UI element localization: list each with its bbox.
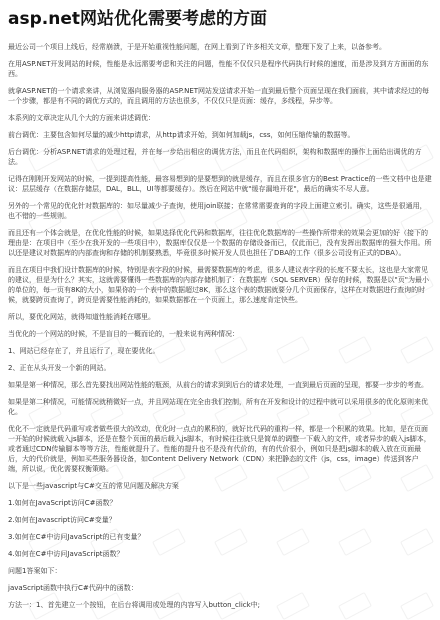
- paragraph: 后台调优：分析ASP.NET请求的处理过程，并在每一步给出相应的调优方法，而且在代码组织，架构和数据库的操作上面给出调优的方法。: [8, 148, 422, 166]
- paragraph: 4.如何在C#中访问JavaScript函数？: [8, 550, 124, 558]
- paragraph: 3.如何在C#中访问JavaScript的已有变量？: [8, 533, 145, 541]
- paragraph: 2、正在从头开发一个新的网站。: [8, 364, 111, 372]
- paragraph: 就拿ASP.NET的一个请求来讲，从浏览器向服务器的ASP.NET网站发送请求开始一直到最后整个页面呈现在我们面前，其中请求经过的每一个步骤，都是有不同的调优方式的，而且调用的方法也很多，不仅仅只是页面：缓存，多线程，异步等。: [8, 87, 430, 105]
- paragraph: 问题1答案如下：: [8, 567, 62, 575]
- paragraph: 而且在项目中我们设计数据库的时候，特别是表字段的时候，最需要数据库的考虑，很多人建议表字段的长度不要太长，这也是大家常见的建议，但是为什么？其实，这就需要懂得一些数据库的内部存储机制了：在数据库（SQL SERVER）保存的时候，数据是以"页"为最小的单位的，每一页有8K的大小，如果你的一个表中的数据超过8K，那么这个表的数据就要分几个页面保存，这样在对数据进行查询的时候，就要跨页查询了，跨页是需要性能消耗的，如果数据都在一个页面上，那么速度肯定快些。: [8, 266, 429, 304]
- paragraph: 方法一：1、首先建立一个按钮，在后台将调用或处理的内容写入button_click中;: [8, 601, 261, 609]
- paragraph: 当优化的一个网站的时候，不是盲目的一概而论的，一般来说有两种情况：: [8, 330, 239, 338]
- paragraph: 本系列的文章决定从几个大的方面来讲述调优：: [8, 114, 155, 122]
- document-title: asp.net网站优化需要考虑的方面: [8, 9, 267, 29]
- paragraph: 在用ASP.NET开发网站的时候，性能是永远需要考虑和关注的问题，性能不仅仅只是程序代码执行时候的速度，而是涉及到方方面面的东西。: [8, 60, 429, 78]
- paragraph: 以下是一些javascript与C#交互的常见问题及解决方案: [8, 482, 179, 490]
- paragraph: 1、网站已经存在了，并且运行了，现在要优化。: [8, 347, 160, 355]
- paragraph: 而且还有一个体会就是，在优化性能的时候，如果选择优化代码和数据库，往往优化数据库的一些操作所带来的效果会更加的好（接下的理由是：在项目中（至少在我开发的一些项目中），数据库仅仅是一个数据的存储设备而已，仅此而已，没有发挥出数据库的强大作用。所以还是建议对数据库的内部查询和存储的机制要熟悉，毕竟很多时候开发人员也担任了DBA的工作（很多公司没有正式的DBA）。: [8, 229, 432, 257]
- paragraph: 所以，要优化网站，就得知道性能消耗在哪里。: [8, 313, 155, 321]
- paragraph: javaScript函数中执行C#代码中的函数：: [8, 584, 138, 592]
- paragraph: 1.如何在JavaScript访问C#函数？: [8, 499, 117, 507]
- paragraph: 优化不一定就是代码重写或者做些很大的改动，优化时一点点的累积的，就好比代码的重构一样，都是一个积累的效果。比如，是在页面一开始的时候就载入js脚本，还是在整个页面的最后载入js脚本，有时候往往就只是简单的调整一下载入的文件，或者异步的载入js脚本，或者通过CDN传输脚本等等方法，性能就提升了。性能的提升也不是没有代价的，有的代价很小，例如只是把js脚本的载入放在页面最后，大的代价就是，例如买些服务器设备，如Content Delivery Network（CDN）来把静态的文件（js，css，image）传送到客户端，所以说，优化需要权衡策略。: [8, 425, 431, 473]
- paragraph: 另外的一个常见的优化针对数据库的：如尽量减少子查询，使用join联接；在常常需要查询的字段上面建立索引。确实，这些是很通用，也不错的一些规则。: [8, 202, 427, 220]
- paragraph: 最近公司一个项目上线后，经常崩溃，于是开始重视性能问题，在网上看到了许多相关文章，整理下发了上来，以备参考。: [8, 43, 386, 51]
- paragraph: 记得在刚刚开发网站的时候，一提到提高性能，最容易想到的是要想到的就是缓存，而且在很多官方的Best Practice的一些文档中也是建议：层层缓存（在数据存储层，DAL，BLL，UI等都要缓存）。然后在网站中就"缓存漏地开花"，最后的确实不尽人意。: [8, 175, 432, 193]
- paragraph: 如果是第一种情况，那么首先要找出网站性能的瓶颈，从前台的请求到到后台的请求处理，一直到最后页面的呈现，都要一步步的考查。: [8, 381, 428, 389]
- paragraph: 2.如何在Javascript访问C#变量？: [8, 516, 116, 524]
- document-body: [8, 42, 432, 617]
- paragraph: 前台调优：主要包含如何尽量的减少http请求，从http请求开始，到如何加载js，css，如何压缩传输的数据等。: [8, 131, 355, 139]
- paragraph: 如果是第二种情况，可能情况就稍微好一点，并且网站现在完全由我们控制，所有在开发和设计的过程中就可以采用很多的优化原则来优化。: [8, 398, 428, 416]
